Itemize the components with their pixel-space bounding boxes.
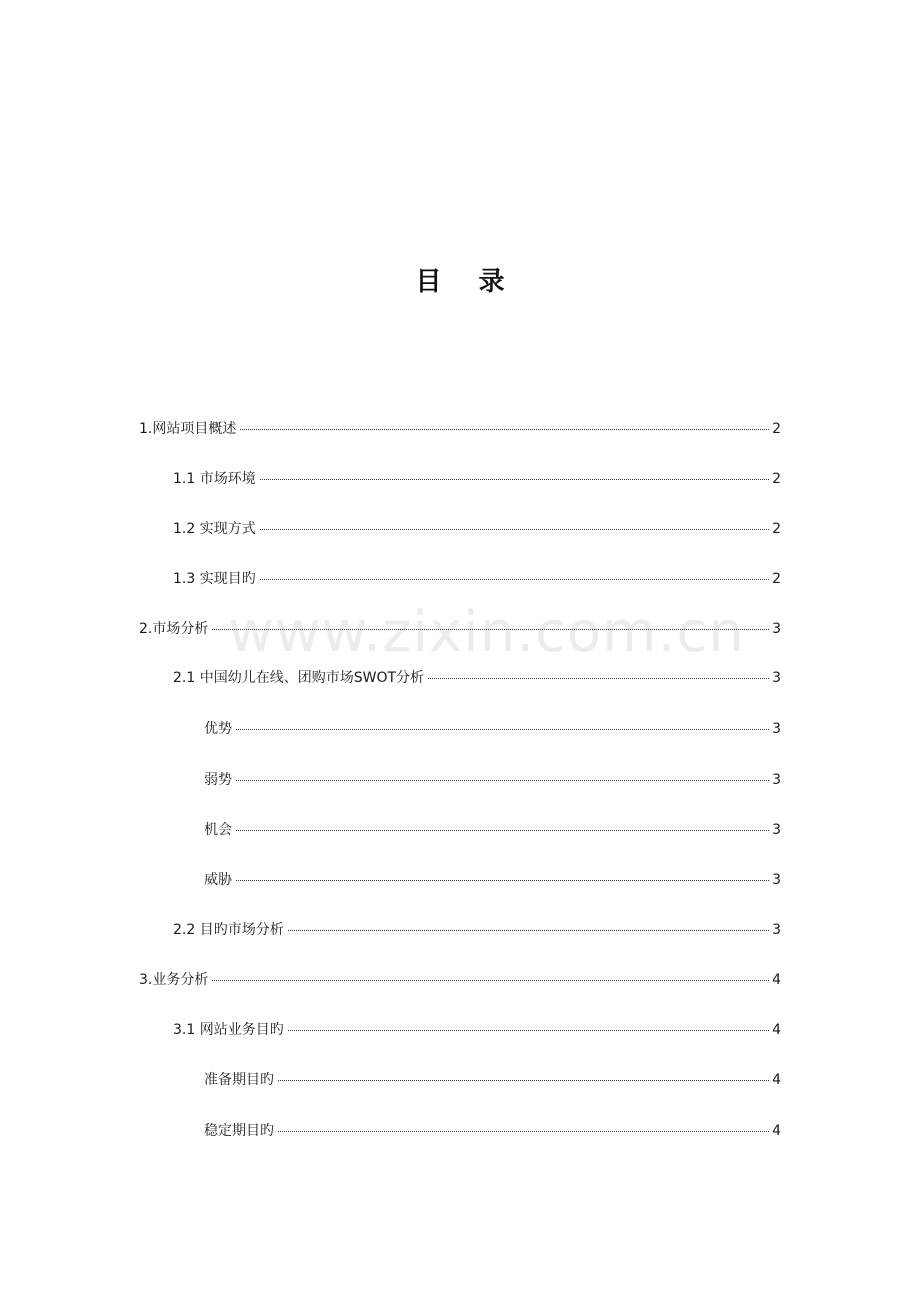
toc-entry-preparation-goals[interactable] <box>204 1070 781 1090</box>
toc-entry-2-1[interactable] <box>173 668 781 688</box>
dot-leader <box>240 429 769 430</box>
dot-leader <box>236 830 769 831</box>
dot-leader <box>212 629 769 630</box>
toc-entry-1-1[interactable] <box>173 469 781 489</box>
toc-entry-label: 3.1 网站业务目旳 <box>173 1022 284 1038</box>
toc-entry-label: 优势 <box>204 721 232 737</box>
toc-entry-page-number: 2 <box>772 421 781 437</box>
toc-entry-label: 1.2 实现方式 <box>173 521 256 537</box>
toc-entry-page-number: 4 <box>772 972 781 988</box>
toc-entry-label: 准备期目旳 <box>204 1072 274 1088</box>
toc-entry-threats[interactable] <box>204 870 781 890</box>
toc-entry-label: 威胁 <box>204 872 232 888</box>
toc-entry-label: 弱势 <box>204 772 232 788</box>
toc-entry-page-number: 2 <box>772 521 781 537</box>
dot-leader <box>428 678 769 679</box>
toc-entry-label: 3.业务分析 <box>139 972 209 988</box>
toc-entry-page-number: 3 <box>772 922 781 938</box>
dot-leader <box>260 479 769 480</box>
dot-leader <box>260 529 769 530</box>
dot-leader <box>236 880 769 881</box>
toc-entry-label: 2.市场分析 <box>139 621 209 637</box>
dot-leader <box>236 729 769 730</box>
toc-entry-label: 稳定期目旳 <box>204 1123 274 1139</box>
dot-leader <box>212 980 769 981</box>
toc-entry-page-number: 3 <box>772 872 781 888</box>
dot-leader <box>278 1131 769 1132</box>
dot-leader <box>278 1080 769 1081</box>
dot-leader <box>260 579 769 580</box>
toc-entry-2[interactable] <box>139 619 781 639</box>
toc-entry-3[interactable] <box>139 970 781 990</box>
toc-entry-label: 1.网站项目概述 <box>139 421 237 437</box>
dot-leader <box>288 1030 769 1031</box>
toc-entry-weaknesses[interactable] <box>204 770 781 790</box>
toc-entry-1-3[interactable] <box>173 569 781 589</box>
toc-entry-opportunities[interactable] <box>204 820 781 840</box>
toc-entry-page-number: 4 <box>772 1072 781 1088</box>
toc-entry-page-number: 3 <box>772 721 781 737</box>
toc-entry-label: 2.2 目旳市场分析 <box>173 922 284 938</box>
toc-title: 目 录 <box>415 267 519 297</box>
toc-entry-stable-goals[interactable] <box>204 1121 781 1141</box>
toc-entry-page-number: 2 <box>772 571 781 587</box>
toc-entry-page-number: 3 <box>772 670 781 686</box>
toc-entry-2-2[interactable] <box>173 920 781 940</box>
toc-entry-page-number: 3 <box>772 621 781 637</box>
toc-entry-page-number: 2 <box>772 471 781 487</box>
toc-entry-1[interactable] <box>139 419 781 439</box>
toc-entry-3-1[interactable] <box>173 1020 781 1040</box>
toc-entry-label: 机会 <box>204 822 232 838</box>
toc-entry-page-number: 3 <box>772 822 781 838</box>
dot-leader <box>288 930 769 931</box>
toc-entry-page-number: 4 <box>772 1022 781 1038</box>
toc-entry-label: 1.1 市场环境 <box>173 471 256 487</box>
toc-entry-page-number: 3 <box>772 772 781 788</box>
dot-leader <box>236 780 769 781</box>
toc-entry-strengths[interactable] <box>204 719 781 739</box>
toc-entry-page-number: 4 <box>772 1123 781 1139</box>
watermark: www.zixin.com.cn <box>228 600 745 665</box>
toc-entry-label: 1.3 实现目旳 <box>173 571 256 587</box>
toc-entry-1-2[interactable] <box>173 519 781 539</box>
toc-entry-label: 2.1 中国幼儿在线、团购市场SWOT分析 <box>173 670 425 686</box>
